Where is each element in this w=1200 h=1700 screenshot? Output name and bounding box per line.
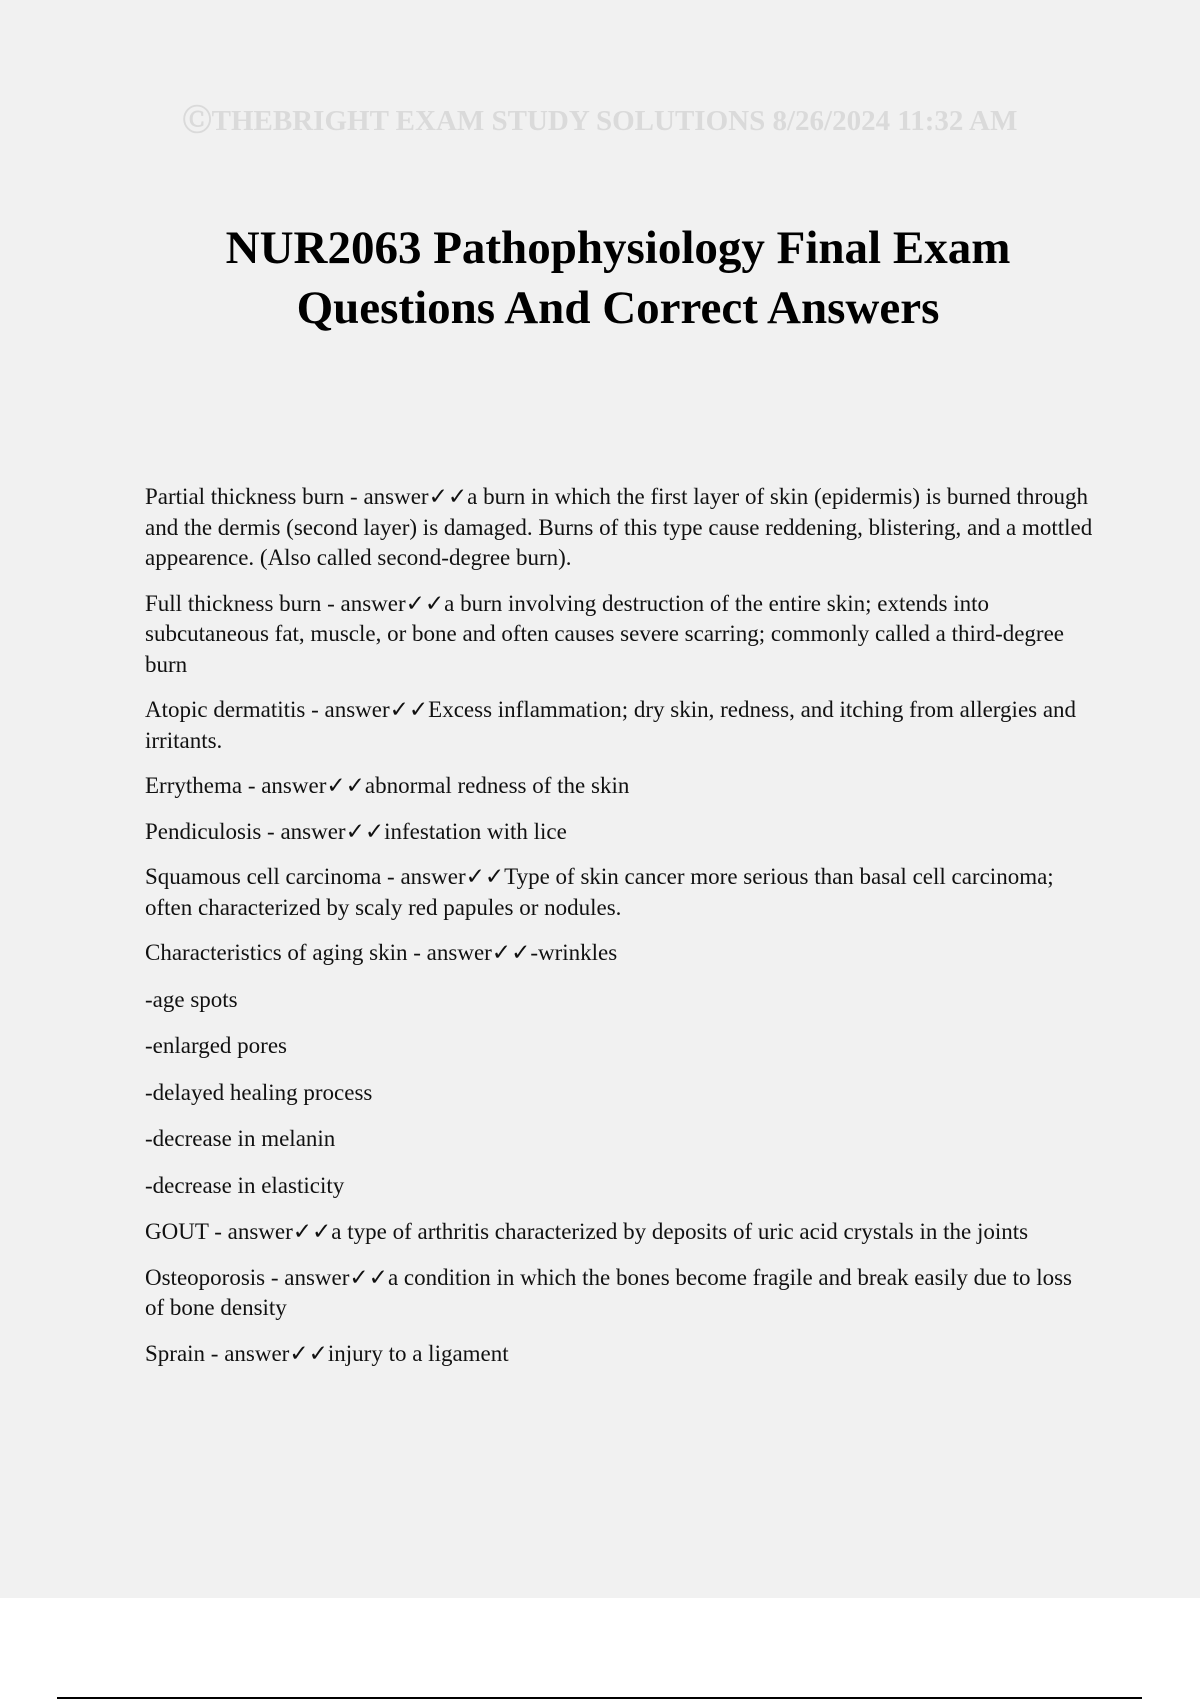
qa-entry: Full thickness burn - answer✓✓a burn involving destruction of the entire skin; extends into subcutaneous fat, muscle, or bone and often causes severe scarring; commonly called a third-degree burn xyxy=(145,590,1065,677)
qa-entry: Characteristics of aging skin - answer✓✓-wrinkles xyxy=(145,940,618,965)
watermark: ⒸTHEBRIGHT EXAM STUDY SOLUTIONS 8/26/2024 11:32 AM xyxy=(182,105,1018,137)
qa-entry: Errythema - answer✓✓abnormal redness of the skin xyxy=(145,773,630,798)
qa-list xyxy=(145,482,1095,1384)
page-title-line-2: Questions And Correct Answers xyxy=(296,282,940,334)
qa-list-item: -decrease in melanin xyxy=(145,1126,336,1151)
qa-list-item: -delayed healing process xyxy=(145,1079,373,1105)
qa-entry: Partial thickness burn - answer✓✓a burn in which the first layer of skin (epidermis) is burned through and the dermis (second layer) is damaged. Burns of this type cause reddening, blistering, and a mottled appearence. (Also called second-degree burn). xyxy=(145,484,1093,570)
qa-entry: Sprain - answer✓✓injury to a ligament xyxy=(145,1340,509,1366)
footer-rule xyxy=(57,1697,1142,1699)
qa-entry: Squamous cell carcinoma - answer✓✓Type of skin cancer more serious than basal cell carcinoma; often characterized by scaly red papules or nodules. xyxy=(145,864,1054,920)
qa-entry: Pendiculosis - answer✓✓infestation with lice xyxy=(145,818,567,844)
qa-entry: GOUT - answer✓✓a type of arthritis characterized by deposits of uric acid crystals in the joints xyxy=(145,1219,1029,1244)
page-title xyxy=(0,218,1200,338)
qa-list-item: -enlarged pores xyxy=(145,1033,287,1058)
qa-entry: Osteoporosis - answer✓✓a condition in which the bones become fragile and break easily due to loss of bone density xyxy=(145,1264,1072,1320)
page-title-line-1: NUR2063 Pathophysiology Final Exam xyxy=(225,222,1011,274)
qa-list-item: -decrease in elasticity xyxy=(145,1172,345,1198)
qa-entry: Atopic dermatitis - answer✓✓Excess inflammation; dry skin, redness, and itching from allergies and irritants. xyxy=(145,697,1077,753)
qa-list-item: -age spots xyxy=(145,986,238,1012)
